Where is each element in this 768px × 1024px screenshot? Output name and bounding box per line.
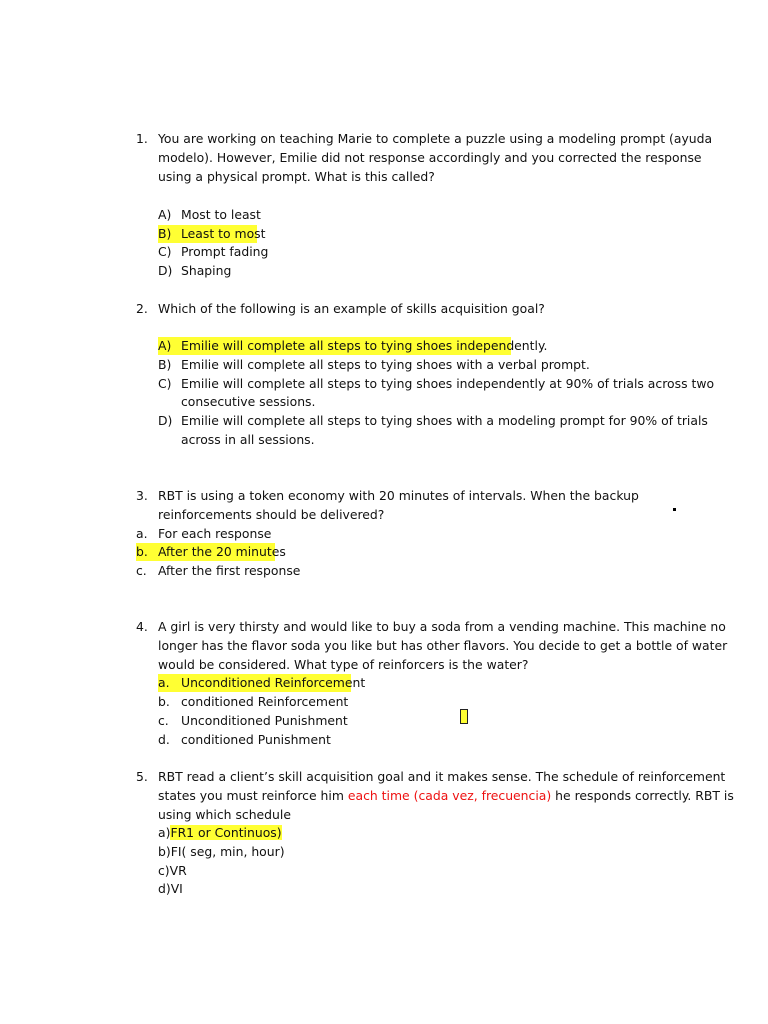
option-text: After the first response: [158, 563, 301, 578]
question-number: 1.: [136, 131, 148, 146]
option-line: [158, 862, 187, 880]
option-line-correct: [158, 824, 282, 842]
option-letter: b.: [158, 694, 170, 709]
option-letter: D): [158, 263, 173, 278]
question-number: 3.: [136, 488, 148, 503]
yellow-marker-box: [460, 709, 468, 724]
question-text-line: using a physical prompt. What is this called?: [158, 169, 435, 184]
option-text: Shaping: [181, 263, 232, 278]
option-text-correct: Unconditioned Reinforcement: [181, 675, 366, 690]
option-letter: a.: [136, 526, 148, 541]
question-text-line: modelo). However, Emilie did not response accordingly and you corrected the response: [158, 150, 702, 165]
option-letter-correct: B): [158, 226, 172, 241]
option-letter: d.: [158, 732, 170, 747]
option-letter: c.: [136, 563, 147, 578]
option-text: VI: [170, 881, 183, 896]
option-text: Emilie will complete all steps to tying shoes with a verbal prompt.: [181, 357, 590, 372]
question-text-line: Which of the following is an example of skills acquisition goal?: [158, 301, 545, 316]
option-letter-correct: b.: [136, 544, 148, 559]
option-text: VR: [169, 863, 187, 878]
question-text-line: You are working on teaching Marie to complete a puzzle using a modeling prompt (ayuda: [158, 131, 713, 146]
question-number: 2.: [136, 301, 148, 316]
option-text: Emilie will complete all steps to tying shoes with a modeling prompt for 90% of trials: [181, 413, 708, 428]
option-text-correct: Emilie will complete all steps to tying shoes independently.: [181, 338, 548, 353]
question-text-line: longer has the flavor soda you like but has other flavors. You decide to get a bottle of water: [158, 638, 728, 653]
stray-dot-mark: [673, 508, 676, 511]
option-letter: C): [158, 376, 172, 391]
question-text-line: would be considered. What type of reinforcers is the water?: [158, 657, 529, 672]
option-letter: B): [158, 357, 172, 372]
option-letter: c.: [158, 713, 169, 728]
option-letter: D): [158, 413, 173, 428]
question-text-line: using which schedule: [158, 807, 291, 822]
question-text-line: reinforcements should be delivered?: [158, 507, 385, 522]
red-emphasis-text: each time (cada vez, frecuencia): [347, 788, 552, 803]
option-line: [158, 880, 183, 898]
option-text: Emilie will complete all steps to tying shoes independently at 90% of trials across two: [181, 376, 715, 391]
question-text-line: RBT read a client’s skill acquisition goal and it makes sense. The schedule of reinforcement: [158, 769, 726, 784]
question-text-segment: states you must reinforce him: [158, 788, 348, 803]
option-letter-correct: a.: [158, 675, 170, 690]
option-text: FI( seg, min, hour): [170, 844, 285, 859]
option-letter: A): [158, 207, 172, 222]
question-text-line: RBT is using a token economy with 20 minutes of intervals. When the backup: [158, 488, 639, 503]
option-text-correct: Least to most: [181, 226, 266, 241]
option-prefix: c): [158, 863, 170, 878]
option-line: [158, 843, 285, 861]
option-text-continued: consecutive sessions.: [181, 394, 316, 409]
option-text-continued: across in all sessions.: [181, 432, 315, 447]
question-text-line: [158, 787, 734, 805]
option-prefix: a): [158, 825, 171, 840]
option-letter-correct: A): [158, 338, 172, 353]
option-prefix: b): [158, 844, 171, 859]
option-text: conditioned Reinforcement: [181, 694, 349, 709]
question-number: 5.: [136, 769, 148, 784]
question-number: 4.: [136, 619, 148, 634]
option-text-correct: FR1 or Continuos): [170, 825, 282, 840]
option-prefix: d): [158, 881, 171, 896]
option-letter: C): [158, 244, 172, 259]
option-text: For each response: [158, 526, 272, 541]
option-text: Unconditioned Punishment: [181, 713, 348, 728]
question-text-line: A girl is very thirsty and would like to buy a soda from a vending machine. This machine no: [158, 619, 726, 634]
question-text-segment: he responds correctly. RBT is: [551, 788, 734, 803]
option-text: Most to least: [181, 207, 261, 222]
option-text-correct: After the 20 minutes: [158, 544, 286, 559]
option-text: Prompt fading: [181, 244, 269, 259]
option-text: conditioned Punishment: [181, 732, 331, 747]
